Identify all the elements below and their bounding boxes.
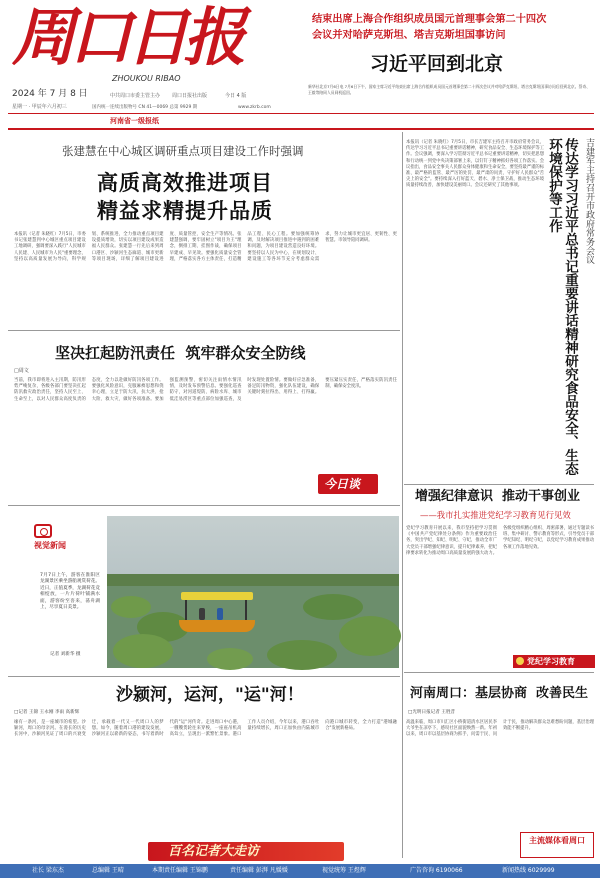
flood-story-divider [8,505,400,506]
masthead-rule [8,113,594,114]
masthead-website: www.zkrb.com [238,105,271,110]
masthead-cn-number: 国内统一连续出版物号 CN 41—0069 总第 9929 期 [92,105,198,110]
footer-editor-in-chief: 总编辑 王晴 [92,867,124,874]
footer-news-hotline: 新闻热线 6029999 [502,867,555,874]
masthead-title: 周口日报 [12,0,240,74]
party-education-label: 党纪学习教育 [527,656,575,666]
grade-tag: 河南省一级报纸 [110,117,159,125]
top-news-headline-2: 会议并对哈萨克斯坦、塔吉克斯坦国事访问 [312,29,506,41]
right-divider-1 [404,484,594,485]
mainstream-media-label: 主流媒体看周口 [529,835,585,845]
campaign-banner-label: 百名记者大走访 [168,844,260,859]
top-news-main-headline: 习近平回到北京 [370,53,504,75]
photo-caption: 7月7日上午，游客在淮阳区龙湖景区乘坐游船观赏荷花。近日，正值夏季，龙湖荷花竞相绽放，一片片荷叶铺满水面，游客纷至沓来，荡舟湖上，尽享夏日美景。 [40,573,100,611]
visual-news-label-block [34,518,94,558]
photo-credit: 记者 刘新华 摄 [50,652,81,657]
river-story-byline: □记者 王锦 王永刚 李雨 高新辉 [14,710,80,715]
section-rule [8,128,594,130]
footer-visual: 视觉统筹 王煜辉 [322,867,366,874]
right-column-body: 本报讯（记者 朱晓红）7月5日，市长吉建军主持召开市政府常务会议，传达学习习近平总书记重要讲话精神，研究食品安全、生态环境保护等工作。会议强调，要深入学习贯彻习近平总书记重要讲话精神，切实把思想和行动统一到党中央决策部署上来，以钉钉子精神抓好各项工作落实。会议指出，食品安全事关人民群众身体健康和生命安全，要坚持最严谨的标准、最严格的监管、最严厉的处罚、最严肃的问责，守护好人民群众"舌尖上的安全"。要持续深入打好蓝天、碧水、净土保卫战，推动生态环境质量持续改善，加快建设美丽周口。会议还研究了其他事项。 [406,140,544,189]
river-story-body: 缘有一条河，是一座城市的希望。沙颍河，周口的母亲河。在漫长的历史长河中，沙颍河见证了周口的兴衰变迁，承载着一代又一代周口人的梦想。如今，随着周口港的建设发展，沙颍河正以崭新的姿态，书写着新时代的"运"河传奇。走进周口中心港，一艘艘货轮往来穿梭，一座座吊机高高耸立，呈现出一派繁忙景象。港口工作人员介绍，今年以来，港口吞吐量持续增长，周口正加快由内陆城市向港口城市转变，全力打造"港城融合"发展新格局。 [14,720,397,738]
henan-body: 高温来临，周口市川汇区小桥街道清水区居民李大爷坐在凉亭下，感叹社区面貌焕然一新。年初以来，周口市以基层协商为抓手，问需于民、问计于民，推动解决群众急难愁盼问题，基层治理效能不断提升。 [406,720,594,738]
today-talk-badge [318,474,378,494]
masthead-pinyin: ZHOUKOU RIBAO [112,74,181,83]
masthead-pages: 今日 4 版 [225,93,247,99]
footer-issue-editor: 本期责任编辑 王锦鹏 [152,867,208,874]
flood-story-byline: □周文 [14,368,29,374]
lead-story-kicker: 张建慧在中心城区调研重点项目建设工作时强调 [62,144,304,158]
campaign-banner [148,842,344,861]
top-news-block [300,0,594,112]
top-news-summary: 新华社北京7月6日电 7月6日下午，国家主席习近平结束出席上海合作组织成员国元首理事会第二十四次会议并对哈萨克斯坦、塔吉克斯坦国事访问后回到北京。蔡奇、王毅等陪同人员同机返回。 [308,84,590,95]
discipline-subhead: ——我市扎实推进党纪学习教育见行见效 [420,510,571,520]
discipline-body: 党纪学习教育开展以来，我市坚持把学习贯彻《中国共产党纪律处分条例》作为重要政治任务，突出学纪、知纪、明纪、守纪，推动全市广大党员干部增强纪律意识、提升纪律素养，把纪律要求转化为推动周口高质量发展的强大动力。各级党组织精心组织、周密部署，通过专题读书班、集中研讨、警示教育等形式，引导党员干部学纪知纪、明纪守纪，以党纪学习教育成果推动各项工作落地见效。 [406,526,594,556]
lead-story-body: 本报讯（记者 朱晓红）7月5日，市委书记张建慧到中心城区重点项目建设工地调研，强调要深入践行"人民城市人民建、人民城市为人民"重要理念，坚持以高质量发展为导向，科学规划、系统推进，全力推动重点项目建设提质增效，切实以项目建设成果造福人民群众。张建慧一行先后来到周口港区、沙颍河生态廊道、城市更新等项目现场，详细了解项目建设进度、质量管控、安全生产等情况。张建慧强调，要牢固树立"项目为王"理念，倒排工期、挂图作战，确保项目早建成、早见效。要强化质量安全管理，严格落实各方主体责任，打造精品工程、民心工程。要加强统筹协调，及时解决项目推进中遇到的困难和问题，为项目建设营造良好环境。要坚持以人民为中心，在规划设计、建设施工等各环节充分考虑群众需求，努力让城市更宜居、更韧性、更智慧。市领导陪同调研。 [14,232,397,262]
right-column-vertical-headline: 传达学习习近平总书记重要讲话精神研究食品安全、生态环境保护等工作 [546,138,578,476]
river-story-headline: 沙颍河，运河，"运"河！ [116,685,304,705]
today-talk-label: 今日谈 [324,477,361,491]
photo-divider [8,676,400,677]
henan-headline: 河南周口：基层协商 改善民生 [410,686,589,701]
top-news-headline-1: 结束出席上海合作组织成员国元首理事会第二十四次 [312,13,547,25]
footer-ad-hotline: 广告咨询 6190066 [410,867,463,874]
footer-president: 社长 梁东杰 [32,867,64,874]
lead-story-headline-2: 精益求精提升品质 [97,198,273,223]
discipline-headline: 增强纪律意识 推动干事创业 [415,489,581,504]
visual-news-label: 视觉新闻 [34,540,66,550]
flood-story-headline: 坚决扛起防汛责任 筑牢群众安全防线 [55,344,306,362]
masthead-weekday: 星期一 · 甲辰年六月初三 [12,104,67,110]
right-divider-2 [404,672,594,673]
henan-byline: □光明日报记者 王胜昔 [408,710,456,715]
masthead-sponsor: 中共周口市委主管主办 [110,93,161,99]
mainstream-media-badge [520,832,594,858]
flood-story-body: 当前，我市即将进入主汛期，防汛形势严峻复杂，各级各部门要坚决扛起防汛救灾政治责任，坚持人民至上、生命至上，以对人民群众高度负责的态度，全力以赴做好防汛各项工作。要强化风险意识，克服麻痹思想和侥幸心理，立足于防大汛、抗大洪、抢大险、救大灾，做好各项准备。要加强监测预警，密切关注雨情水情汛情，及时发布预警信息。要强化巡查防守，对河道堤防、病险水库、城市低洼易涝区等重点部位加强巡查，及时发现处置险情。要做好应急准备，备足防汛物资，强化队伍建设，确保关键时刻拉得出、用得上、打得赢。要压紧压实责任，严格落实防汛责任制，确保安全度汛。 [14,378,397,402]
masthead [0,0,600,112]
masthead-publisher: 周口日报社出版 [172,93,208,99]
camera-icon [34,524,52,538]
masthead-date: 2024 年 7 月 8 日 [12,89,88,99]
lake-photo [107,516,399,668]
right-column-vertical-kicker: 吉建军主持召开市政府常务会议 [584,138,594,264]
party-emblem-icon [516,657,524,665]
tour-boat [179,592,257,642]
footer-duty-editors: 责任编辑 彭湃 凡媛媛 [230,867,288,874]
lead-story-divider [8,330,400,331]
right-column-divider [402,132,403,858]
lead-story-headline-1: 高质高效推进项目 [97,170,273,195]
party-education-badge [513,655,595,668]
